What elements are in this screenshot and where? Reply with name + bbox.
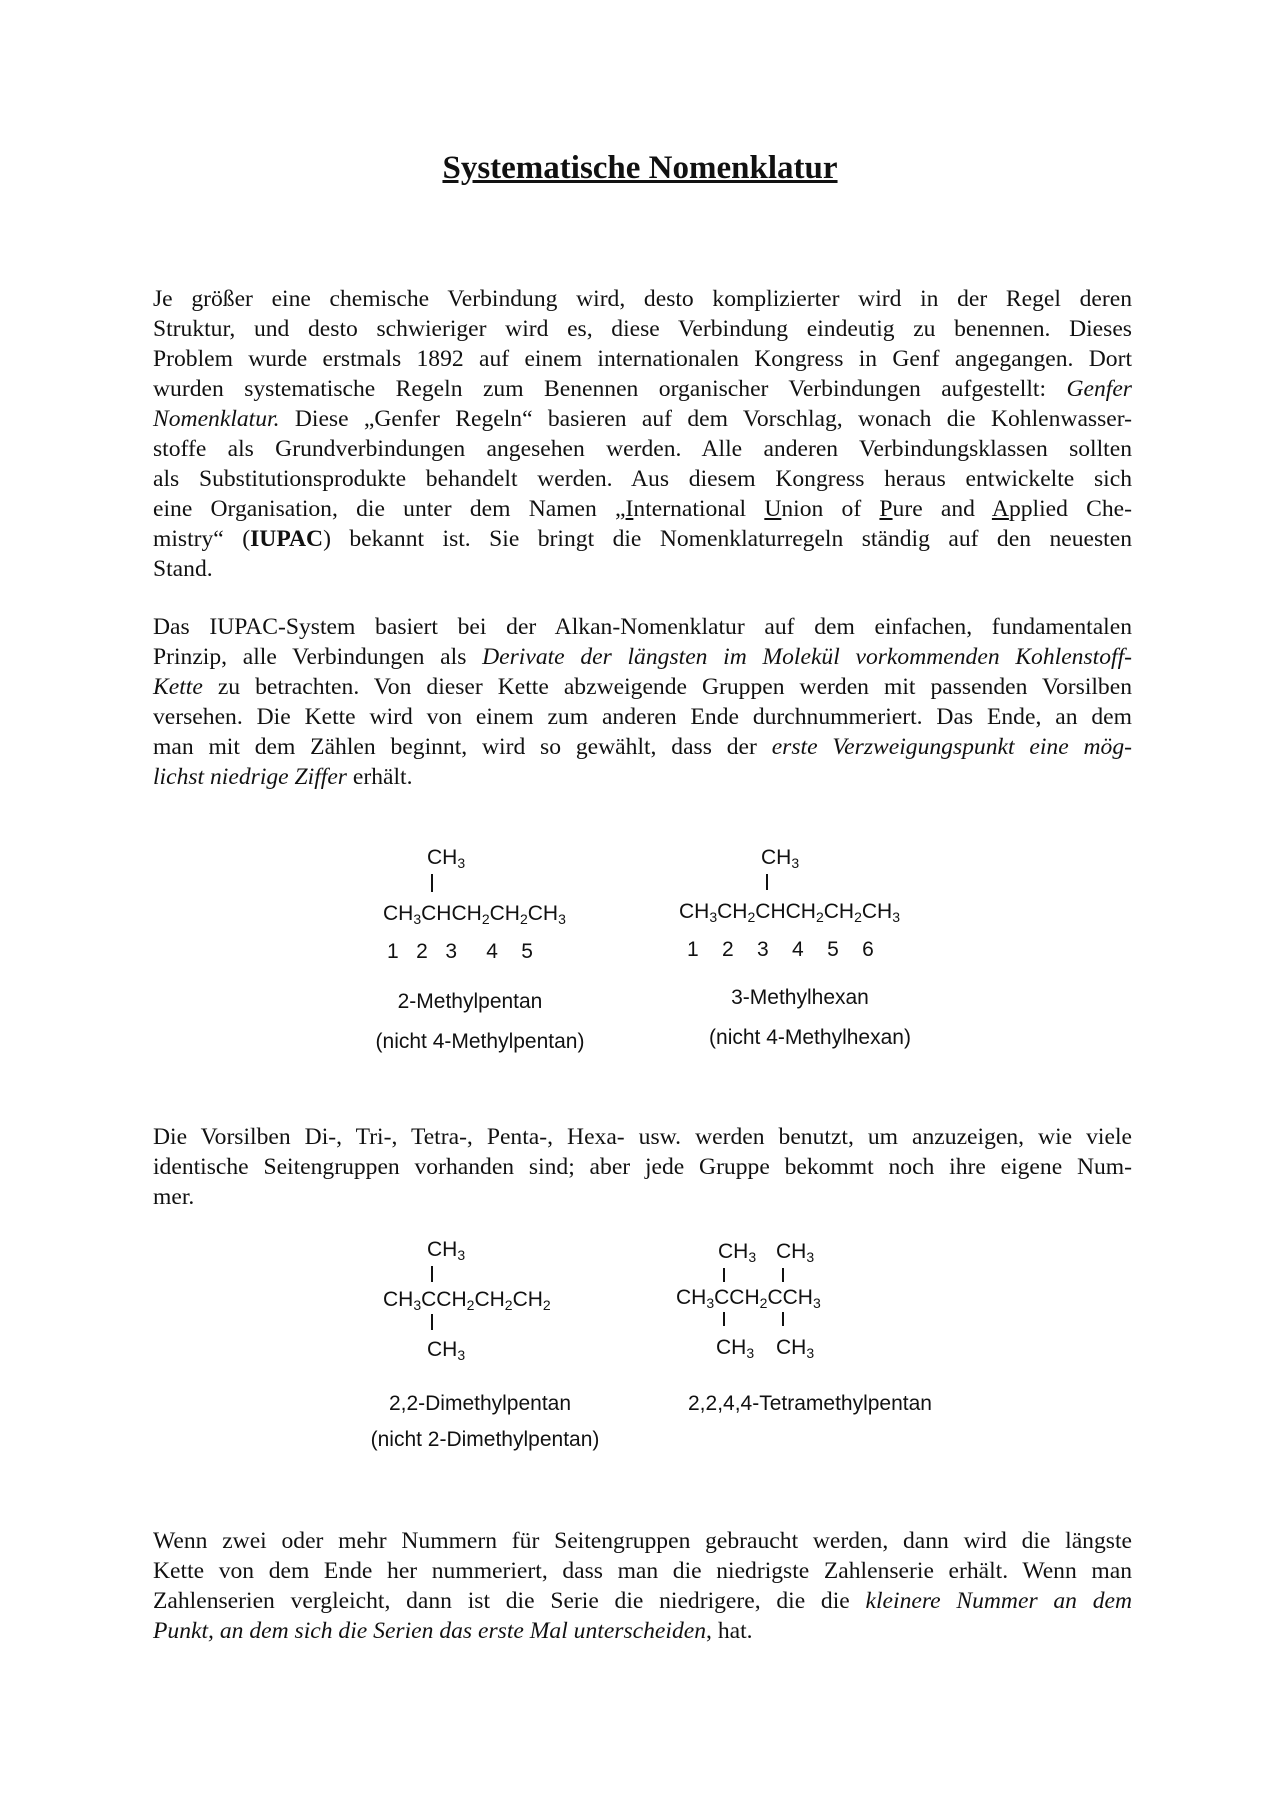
atom-numbering: 1 2 3 4 5 [387,940,533,963]
compound-name: 2,2-Dimethylpentan [388,1392,572,1415]
bond-line [782,1268,784,1282]
text-line: eine Organisation, die unter dem Namen „International Union of Pure and Applied Che- [153,496,1132,522]
bond-line [431,1314,433,1330]
text-line: Kette von dem Ende her nummeriert, dass man die niedrigste Zahlenserie erhält. Wenn man [153,1558,1132,1584]
bottom-ch3-1: $CH_3$ [716,1336,755,1361]
compound-name: 2-Methylpentan [397,990,543,1013]
text-line: mer. [153,1184,195,1210]
structure-2-2-dimethylpentan [383,1238,623,1368]
text-line: Zahlenserien vergleicht, dann ist die Serie die niedrigere, die die kleinere Nummer an dem [153,1588,1133,1614]
compound-name: 2,2,4,4-Tetramethylpentan [688,1392,932,1415]
compound-note: (nicht 2-Dimethylpentan) [370,1428,600,1451]
paragraph-2 [153,612,1132,792]
bottom-ch3: $CH_3$ [427,1338,466,1363]
compound-name: 3-Methylhexan [731,986,869,1009]
paragraph-3 [153,1122,1132,1212]
text-line: Das IUPAC-System basiert bei der Alkan-Nomenklatur auf dem einfachen, fundamentalen [153,614,1132,640]
text-line: Punkt, an dem sich die Serien das erste Mal unterscheiden, hat. [153,1618,753,1644]
text-line: mistry“ (IUPAC) bekannt ist. Sie bringt die Nomenklaturregeln ständig auf den neuesten [153,526,1132,552]
bottom-ch3-2: $CH_3$ [776,1336,815,1361]
text-line: Problem wurde erstmals 1892 auf einem internationalen Kongress in Genf angegangen. Dort [153,346,1132,372]
compound-note: (nicht 4-Methylpentan) [375,1030,585,1053]
text-line: Nomenklatur. Diese „Genfer Regeln“ basieren auf dem Vorschlag, wonach die Kohlenwasser- [153,406,1132,432]
text-line: Wenn zwei oder mehr Nummern für Seitengruppen gebraucht werden, dann wird die längste [153,1528,1132,1554]
page-title: Systematische Nomenklatur [442,150,838,186]
main-chain: $CH_3CCH_2CH_2CH_2$ [383,1288,551,1313]
structure-2-methylpentan [383,846,623,966]
branch-ch3: $CH_3$ [761,846,800,871]
bond-line [431,874,433,892]
text-line: Die Vorsilben Di-, Tri-, Tetra-, Penta-, Hexa- usw. werden benutzt, um anzuzeigen, wie viele [153,1124,1132,1150]
paragraph-4 [153,1526,1132,1646]
text-line: lichst niedrige Ziffer erhält. [153,764,413,790]
text-line: identische Seitengruppen vorhanden sind; aber jede Gruppe bekommt noch ihre eigene Num- [153,1154,1132,1180]
text-line: Kette zu betrachten. Von dieser Kette abzweigende Gruppen werden mit passenden Vorsilben [153,674,1132,700]
atom-numbering: 1 2 3 4 5 6 [687,938,874,961]
top-ch3-1: $CH_3$ [718,1240,757,1265]
text-line: Prinzip, alle Verbindungen als Derivate der längsten im Molekül vorkommenden Kohlenstoff- [153,644,1132,670]
top-ch3-2: $CH_3$ [776,1240,815,1265]
main-chain: $CH_3CH_2CHCH_2CH_2CH_3$ [679,900,901,925]
text-line: als Substitutionsprodukte behandelt werden. Aus diesem Kongress heraus entwickelte sich [153,466,1132,492]
bond-line [723,1268,725,1282]
text-line: Je größer eine chemische Verbindung wird, desto komplizierter wird in der Regel deren [153,286,1132,312]
bond-line [723,1312,725,1326]
text-line: Struktur, und desto schwieriger wird es, diese Verbindung eindeutig zu benennen. Dieses [153,316,1132,342]
branch-ch3: $CH_3$ [427,846,466,871]
main-chain: $CH_3CCH_2CCH_3$ [676,1286,821,1311]
text-line: versehen. Die Kette wird von einem zum anderen Ende durchnummeriert. Das Ende, an dem [153,704,1132,730]
bond-line [782,1312,784,1326]
paragraph-1 [153,284,1132,584]
compound-note: (nicht 4-Methylhexan) [709,1026,911,1049]
main-chain: $CH_3CHCH_2CH_2CH_3$ [383,902,566,927]
structure-3-methylhexan [679,846,939,966]
text-line: man mit dem Zählen beginnt, wird so gewählt, dass der erste Verzweigungspunkt eine mög- [153,734,1132,760]
bond-line [431,1266,433,1282]
text-line: stoffe als Grundverbindungen angesehen werden. Alle anderen Verbindungsklassen sollten [153,436,1132,462]
top-ch3: $CH_3$ [427,1238,466,1263]
text-line: Stand. [153,556,213,582]
structure-2-2-4-4-tetramethylpentan [676,1240,936,1370]
bond-line [766,874,768,890]
text-line: wurden systematische Regeln zum Benennen organischer Verbindungen aufgestellt: Genfer [153,376,1132,402]
